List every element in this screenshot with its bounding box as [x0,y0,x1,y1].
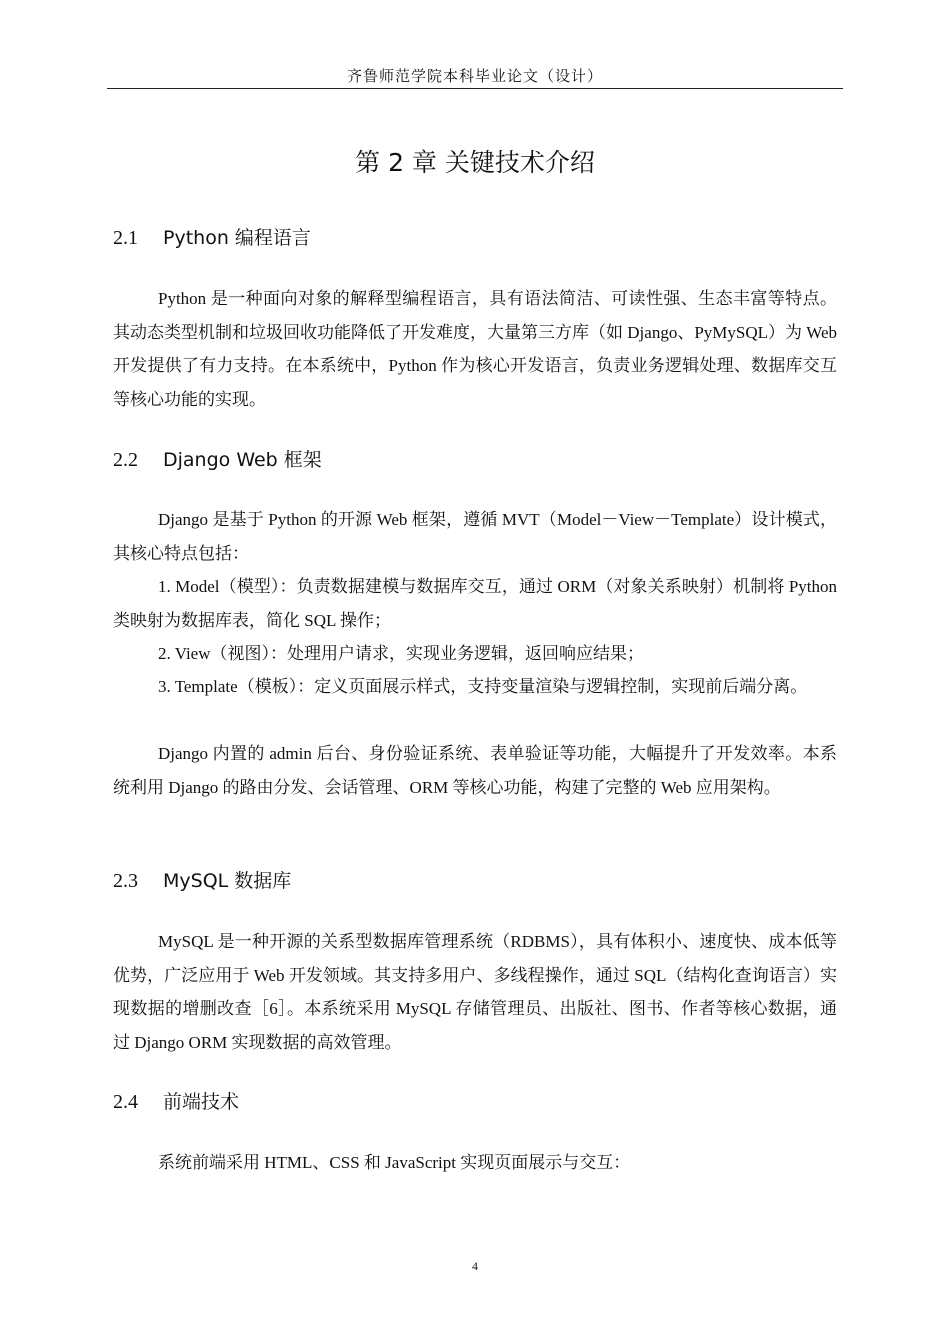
section-title: Django Web 框架 [163,449,322,471]
paragraph-django-view: 2. View（视图）：处理用户请求，实现业务逻辑，返回响应结果； [158,644,644,663]
page-number: 4 [472,1259,478,1273]
paragraph-django-template: 3. Template（模板）：定义页面展示样式，支持变量渲染与逻辑控制，实现前后端分离。 [158,677,808,696]
section-title: Python 编程语言 [163,227,311,249]
paragraph-django-features: Django 内置的 admin 后台、身份验证系统、表单验证等功能，大幅提升了开发效率。本系统利用 Django 的路由分发、会话管理、ORM 等核心功能，构建了完整的 Web 应用架构。 [113,744,837,797]
running-header: 齐鲁师范学院本科毕业论文（设计） [346,69,603,85]
paragraph-mysql-intro: MySQL 是一种开源的关系型数据库管理系统（RDBMS），具有体积小、速度快、成本低等优势，广泛应用于 Web 开发领域。其支持多用户、多线程操作，通过 SQL（结构化查询语言）实现数据的增删改查［6］。本系统采用 MySQL 存储管理员、出版社、图书、作者等核心数据，通过 Django ORM 实现数据的高效管理。 [113,932,837,1052]
header-rule [107,88,843,89]
section-heading-2-4 [113,1088,239,1116]
section-title: MySQL 数据库 [163,870,292,892]
section-number: 2.2 [113,449,138,471]
section-heading-2-2 [113,446,322,474]
paragraph-django-model: 1. Model（模型）：负责数据建模与数据库交互，通过 ORM（对象关系映射）机制将 Python 类映射为数据库表，简化 SQL 操作； [113,577,837,630]
section-number: 2.3 [113,870,138,892]
chapter-title: 第 2 章 关键技术介绍 [355,148,595,177]
section-title: 前端技术 [163,1091,240,1113]
paragraph-django-intro: Django 是基于 Python 的开源 Web 框架，遵循 MVT（Model－View－Template）设计模式，其核心特点包括： [113,510,837,563]
section-heading-2-3 [113,867,291,895]
section-heading-2-1 [113,224,311,252]
section-number: 2.1 [113,227,138,249]
section-number: 2.4 [113,1091,138,1113]
paragraph-python-intro: Python 是一种面向对象的解释型编程语言，具有语法简洁、可读性强、生态丰富等特点。其动态类型机制和垃圾回收功能降低了开发难度，大量第三方库（如 Django、PyMySQL）为 Web 开发提供了有力支持。在本系统中，Python 作为核心开发语言，负责业务逻辑处理、数据库交互等核心功能的实现。 [113,289,837,409]
paragraph-frontend-intro: 系统前端采用 HTML、CSS 和 JavaScript 实现页面展示与交互： [158,1153,631,1172]
